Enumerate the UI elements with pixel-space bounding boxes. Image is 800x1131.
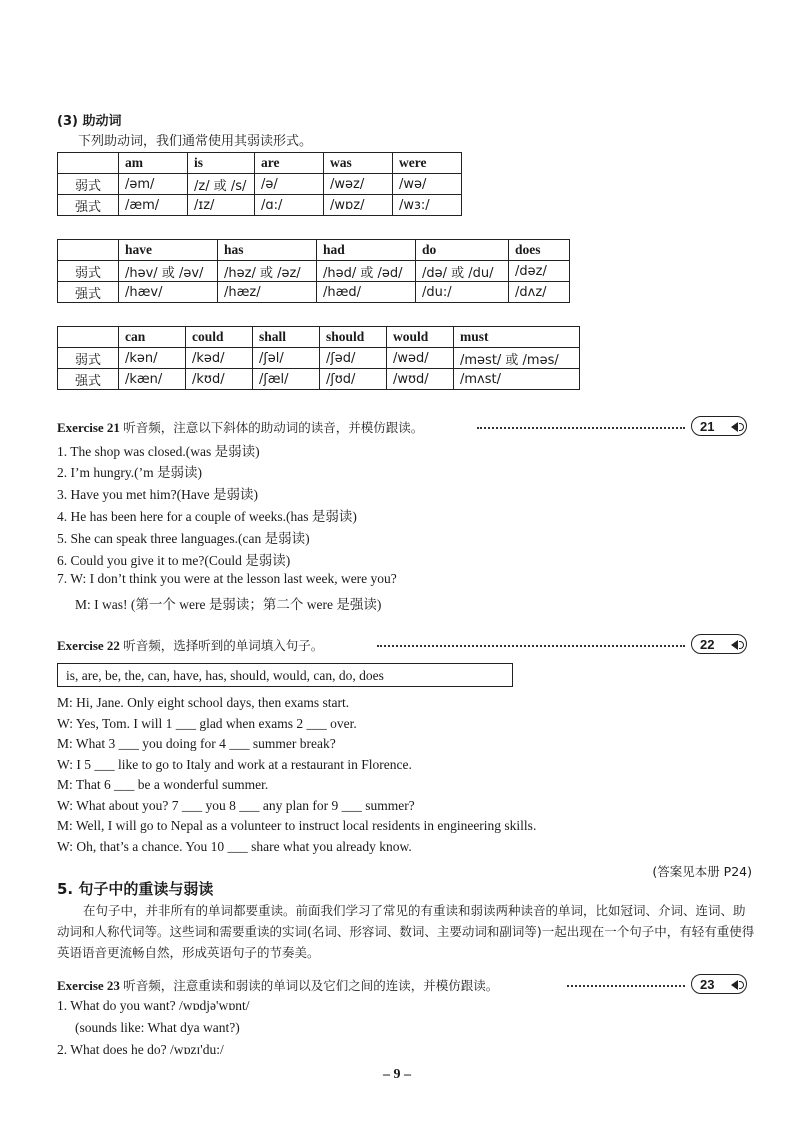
table-header: do xyxy=(416,240,509,261)
table-cell: /wə/ xyxy=(393,174,462,195)
list-item: 3. Have you met him?(Have 是弱读) xyxy=(57,487,258,502)
dialogue-line: M: Well, I will go to Nepal as a volunteer to instruct local residents in engineering skills. xyxy=(57,818,537,833)
track-number: 21 xyxy=(700,419,715,434)
exercise-21-header xyxy=(57,418,747,438)
table-cell: /kən/ xyxy=(119,348,186,369)
audio-track-badge[interactable] xyxy=(691,634,747,654)
table-cell: /ʃəd/ xyxy=(320,348,387,369)
table-cell: /həv/ 或 /əv/ xyxy=(119,261,218,282)
table-have-do xyxy=(57,239,570,303)
exercise-22-header xyxy=(57,636,747,656)
exercise-23-header xyxy=(57,976,747,996)
row-label: 弱式 xyxy=(58,348,119,369)
table-cell: /wʊd/ xyxy=(387,369,454,390)
table-cell: /kʊd/ xyxy=(186,369,253,390)
table-cell: /hæd/ xyxy=(317,282,416,303)
word-bank: is, are, be, the, can, have, has, should, would, can, do, does xyxy=(57,663,513,687)
table-header: must xyxy=(454,327,580,348)
table-cell: /ə/ xyxy=(255,174,324,195)
sub-heading: 5. 句子中的重读与弱读 xyxy=(57,880,214,898)
dialogue-line: M: Hi, Jane. Only eight school days, then exams start. xyxy=(57,695,350,710)
list-item: 2. I’m hungry.(’m 是弱读) xyxy=(57,465,202,480)
table-cell: /əm/ xyxy=(119,174,188,195)
table-cell: /wɒz/ xyxy=(324,195,393,216)
dotted-leader xyxy=(477,427,685,429)
table-header: has xyxy=(218,240,317,261)
table-cell: /də/ 或 /du/ xyxy=(416,261,509,282)
table-header: does xyxy=(509,240,570,261)
dotted-leader xyxy=(567,985,685,987)
row-label: 弱式 xyxy=(58,174,119,195)
list-item: 1. What do you want? /wɒdjə'wɒnt/ xyxy=(57,998,250,1013)
table-cell: /kəd/ xyxy=(186,348,253,369)
table-header: had xyxy=(317,240,416,261)
dialogue-line: W: Oh, that’s a chance. You 10 ___ share what you already know. xyxy=(57,839,412,854)
audio-track-badge[interactable] xyxy=(691,416,747,436)
exercise-instruction: 听音频，注意以下斜体的助动词的读音，并模仿跟读。 xyxy=(123,420,424,435)
table-modals xyxy=(57,326,580,390)
table-cell: /həz/ 或 /əz/ xyxy=(218,261,317,282)
row-label: 强式 xyxy=(58,195,119,216)
table-cell: /həd/ 或 /əd/ xyxy=(317,261,416,282)
dialogue-line: W: I 5 ___ like to go to Italy and work at a restaurant in Florence. xyxy=(57,757,412,772)
table-header: could xyxy=(186,327,253,348)
table-header: am xyxy=(119,153,188,174)
speaker-icon xyxy=(731,422,738,432)
table-cell: /wɜ:/ xyxy=(393,195,462,216)
section-title: (3) 助动词 xyxy=(57,114,122,129)
table-header: have xyxy=(119,240,218,261)
list-item: 6. Could you give it to me?(Could 是弱读) xyxy=(57,553,291,568)
dialogue-line: W: Yes, Tom. I will 1 ___ glad when exams 2 ___ over. xyxy=(57,716,357,731)
table-header: shall xyxy=(253,327,320,348)
table-cell: /z/ 或 /s/ xyxy=(188,174,255,195)
table-cell: /dʌz/ xyxy=(509,282,570,303)
exercise-instruction: 听音频，选择听到的单词填入句子。 xyxy=(123,638,324,653)
table-cell: /məst/ 或 /məs/ xyxy=(454,348,580,369)
table-header: was xyxy=(324,153,393,174)
row-label: 强式 xyxy=(58,282,119,303)
dialogue-line: M: That 6 ___ be a wonderful summer. xyxy=(57,777,269,792)
list-item: (sounds like: What dya want?) xyxy=(75,1020,240,1035)
speaker-icon xyxy=(731,980,738,990)
track-number: 23 xyxy=(700,977,715,992)
list-item: 5. She can speak three languages.(can 是弱读) xyxy=(57,531,310,546)
table-be-verbs xyxy=(57,152,462,216)
table-cell: /kæn/ xyxy=(119,369,186,390)
dotted-leader xyxy=(377,645,685,647)
table-header: can xyxy=(119,327,186,348)
table-cell: /hæz/ xyxy=(218,282,317,303)
exercise-label: Exercise 21 xyxy=(57,420,120,435)
row-label: 强式 xyxy=(58,369,119,390)
dialogue-line: W: What about you? 7 ___ you 8 ___ any plan for 9 ___ summer? xyxy=(57,798,415,813)
table-cell: /ʃʊd/ xyxy=(320,369,387,390)
paragraph: 在句子中，并非所有的单词都要重读。前面我们学习了常见的有重读和弱读两种读音的单词，比如冠词、介词、连词、助动词和人称代词等。这些词和需要重读的实词(名词、形容词、数词、主要动词和副词等)一起出现在一个句子中，有轻有重使得英语语音更流畅自然，形成英语句子的节奏美。 xyxy=(57,903,755,960)
table-cell: /hæv/ xyxy=(119,282,218,303)
sound-wave-icon xyxy=(739,423,744,431)
table-cell: /ɪz/ xyxy=(188,195,255,216)
page-number: – 9 – xyxy=(383,1067,411,1082)
audio-track-badge[interactable] xyxy=(691,974,747,994)
speaker-icon xyxy=(731,640,738,650)
exercise-instruction: 听音频，注意重读和弱读的单词以及它们之间的连读，并模仿跟读。 xyxy=(123,978,499,993)
sound-wave-icon xyxy=(739,641,744,649)
table-header: should xyxy=(320,327,387,348)
list-item: 4. He has been here for a couple of weeks.(has 是弱读) xyxy=(57,509,357,524)
table-cell: /dəz/ xyxy=(509,261,570,282)
answer-note: (答案见本册 P24) xyxy=(652,864,752,879)
table-header: were xyxy=(393,153,462,174)
exercise-label: Exercise 23 xyxy=(57,978,120,993)
table-cell: /mʌst/ xyxy=(454,369,580,390)
list-item: 7. W: I don’t think you were at the lesson last week, were you? xyxy=(57,571,397,586)
table-cell: /wəz/ xyxy=(324,174,393,195)
list-item: 2. What does he do? /wɒzɪ'du:/ xyxy=(57,1042,224,1057)
list-item: 1. The shop was closed.(was 是弱读) xyxy=(57,444,260,459)
table-header: would xyxy=(387,327,454,348)
list-item: M: I was! (第一个 were 是弱读；第二个 were 是强读) xyxy=(75,597,382,612)
table-header: is xyxy=(188,153,255,174)
table-header: are xyxy=(255,153,324,174)
table-cell: /wəd/ xyxy=(387,348,454,369)
section-intro: 下列助动词，我们通常使用其弱读形式。 xyxy=(78,134,313,149)
row-label: 弱式 xyxy=(58,261,119,282)
table-cell: /ɑ:/ xyxy=(255,195,324,216)
table-cell: /du:/ xyxy=(416,282,509,303)
table-cell: /ʃəl/ xyxy=(253,348,320,369)
table-cell: /ʃæl/ xyxy=(253,369,320,390)
sound-wave-icon xyxy=(739,981,744,989)
dialogue-line: M: What 3 ___ you doing for 4 ___ summer break? xyxy=(57,736,336,751)
exercise-label: Exercise 22 xyxy=(57,638,120,653)
track-number: 22 xyxy=(700,637,715,652)
table-cell: /æm/ xyxy=(119,195,188,216)
